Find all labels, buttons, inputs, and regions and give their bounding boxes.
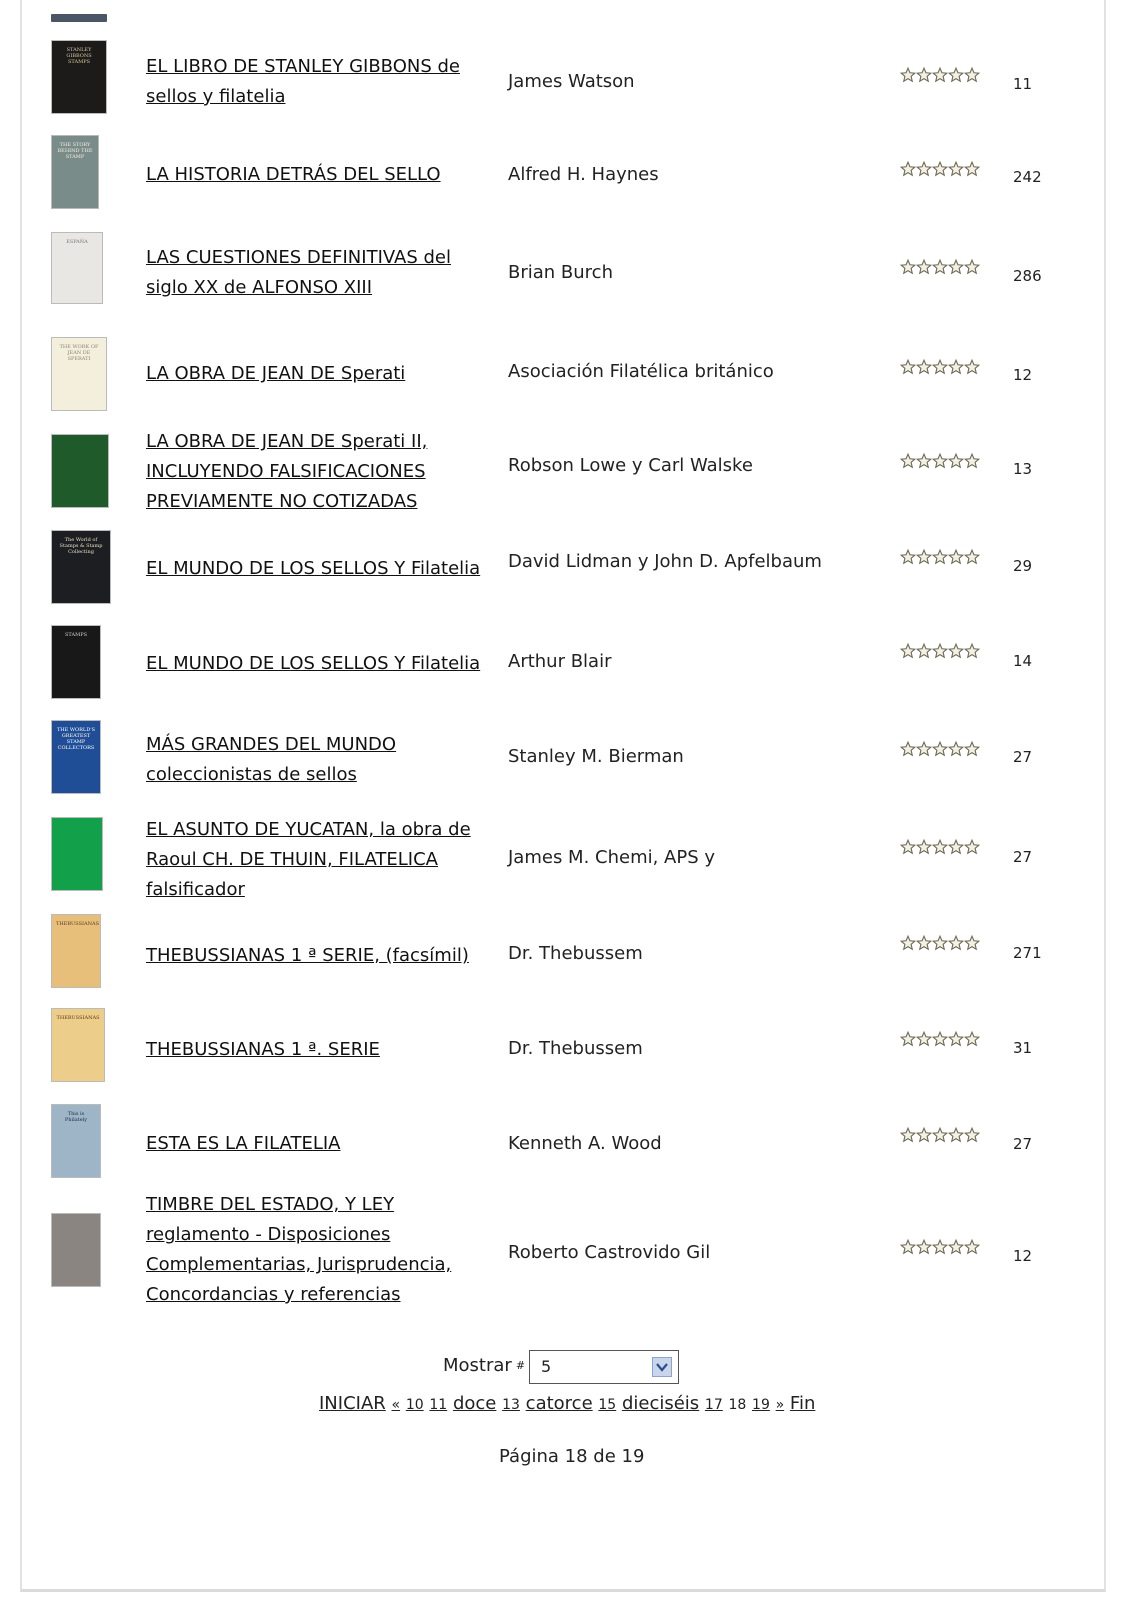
display-count-select[interactable] [529, 1350, 679, 1384]
book-cover-thumbnail[interactable] [51, 232, 103, 304]
star-outline-icon[interactable] [932, 548, 948, 566]
pagination-end[interactable]: Fin [789, 1393, 816, 1414]
pagination-prev[interactable]: « [391, 1397, 401, 1413]
book-author: Kenneth A. Wood [508, 1133, 662, 1154]
pagination-page-link[interactable]: 10 [405, 1397, 424, 1413]
pagination-page-link[interactable]: doce [452, 1393, 497, 1414]
book-cover-thumbnail[interactable] [51, 135, 99, 209]
book-cover-thumbnail[interactable] [51, 914, 101, 988]
page-counter: Página 18 de 19 [499, 1446, 645, 1467]
star-outline-icon[interactable] [948, 66, 964, 84]
star-outline-icon[interactable] [932, 1238, 948, 1256]
hits-count: 12 [1013, 366, 1033, 384]
star-outline-icon[interactable] [964, 934, 980, 952]
star-outline-icon[interactable] [948, 934, 964, 952]
hits-count: 286 [1013, 267, 1042, 285]
star-outline-icon[interactable] [916, 1030, 932, 1048]
cover-caption: ESPAÑA [66, 239, 88, 245]
star-outline-icon[interactable] [932, 358, 948, 376]
star-outline-icon[interactable] [916, 1126, 932, 1144]
book-cover-thumbnail[interactable] [51, 337, 107, 411]
pagination-current-page: 18 [728, 1397, 747, 1413]
hits-count: 271 [1013, 944, 1042, 962]
star-outline-icon[interactable] [964, 740, 980, 758]
star-outline-icon[interactable] [948, 358, 964, 376]
book-author: James M. Chemi, APS y [508, 847, 716, 868]
cover-caption: STAMPS [64, 632, 87, 638]
star-outline-icon[interactable] [932, 642, 948, 660]
star-outline-icon[interactable] [964, 358, 980, 376]
hits-count: 31 [1013, 1039, 1033, 1057]
pagination-next[interactable]: » [775, 1397, 785, 1413]
star-outline-icon[interactable] [916, 66, 932, 84]
book-title-link[interactable]: EL LIBRO DE STANLEY GIBBONS de sellos y filatelia [146, 56, 460, 107]
book-title-link[interactable]: LA OBRA DE JEAN DE Sperati [146, 363, 406, 384]
star-outline-icon[interactable] [900, 1030, 916, 1048]
star-outline-icon[interactable] [900, 740, 916, 758]
star-outline-icon[interactable] [916, 838, 932, 856]
mostrar-label: Mostrar [443, 1355, 512, 1376]
star-outline-icon[interactable] [948, 642, 964, 660]
book-title-link[interactable]: ESTA ES LA FILATELIA [146, 1133, 341, 1154]
star-outline-icon[interactable] [916, 1238, 932, 1256]
star-outline-icon[interactable] [932, 1030, 948, 1048]
star-outline-icon[interactable] [932, 258, 948, 276]
rating-stars[interactable] [900, 1238, 980, 1258]
hits-count: 27 [1013, 848, 1033, 866]
star-outline-icon[interactable] [900, 66, 916, 84]
star-outline-icon[interactable] [916, 642, 932, 660]
pagination-page-link[interactable]: dieciséis [621, 1393, 700, 1414]
star-outline-icon[interactable] [932, 66, 948, 84]
book-author: Alfred H. Haynes [508, 164, 659, 185]
star-outline-icon[interactable] [948, 1030, 964, 1048]
hits-count: 27 [1013, 748, 1033, 766]
star-outline-icon[interactable] [916, 934, 932, 952]
pagination-page-link[interactable]: 19 [752, 1397, 770, 1413]
book-author: Asociación Filatélica británico [508, 361, 774, 382]
book-title-link[interactable]: THEBUSSIANAS 1 ª. SERIE [146, 1039, 380, 1060]
star-outline-icon[interactable] [948, 452, 964, 470]
star-outline-icon[interactable] [900, 548, 916, 566]
book-title-link[interactable]: EL MUNDO DE LOS SELLOS Y Filatelia [146, 558, 481, 579]
star-outline-icon[interactable] [964, 452, 980, 470]
book-author: Roberto Castrovido Gil [508, 1242, 711, 1263]
pagination-page-link[interactable]: 17 [704, 1397, 723, 1413]
book-cover-thumbnail[interactable] [51, 1008, 105, 1082]
star-outline-icon[interactable] [916, 740, 932, 758]
star-outline-icon[interactable] [964, 1030, 980, 1048]
book-author: Brian Burch [508, 262, 613, 283]
star-outline-icon[interactable] [916, 160, 932, 178]
star-outline-icon[interactable] [900, 160, 916, 178]
display-count-label [443, 1355, 525, 1376]
book-title-link[interactable]: THEBUSSIANAS 1 ª SERIE, (facsímil) [146, 945, 469, 966]
star-outline-icon[interactable] [964, 160, 980, 178]
cover-caption: STANLEY GIBBONS STAMPS [66, 47, 92, 65]
rating-stars[interactable] [900, 160, 980, 180]
cover-caption: THE WORK OF JEAN DE SPERATI [59, 344, 99, 362]
pagination-page-link[interactable]: 13 [502, 1397, 520, 1413]
rating-stars[interactable] [900, 548, 980, 568]
cover-caption: THE STORY BEHIND THE STAMP [57, 142, 93, 160]
star-outline-icon[interactable] [916, 452, 932, 470]
star-outline-icon[interactable] [900, 838, 916, 856]
book-author: Arthur Blair [508, 651, 612, 672]
star-outline-icon[interactable] [948, 258, 964, 276]
rating-stars[interactable] [900, 1030, 980, 1050]
book-title-link[interactable]: LA OBRA DE JEAN DE Sperati II, INCLUYENDO FALSIFICACIONES PREVIAMENTE NO COTIZADAS [146, 431, 428, 512]
star-outline-icon[interactable] [964, 548, 980, 566]
chevron-down-icon[interactable] [652, 1357, 672, 1377]
top-strip-decoration [51, 14, 107, 22]
pagination-start[interactable]: INICIAR [319, 1393, 386, 1414]
star-outline-icon[interactable] [900, 934, 916, 952]
book-author: Robson Lowe y Carl Walske [508, 455, 753, 476]
cover-caption: The World of Stamps & Stamp Collecting [59, 537, 103, 555]
book-cover-thumbnail[interactable] [51, 1104, 101, 1178]
star-outline-icon[interactable] [900, 452, 916, 470]
cover-caption: This is Philately [64, 1111, 88, 1123]
display-count-value: 5 [541, 1357, 552, 1376]
book-author: Stanley M. Bierman [508, 746, 684, 767]
star-outline-icon[interactable] [964, 258, 980, 276]
pagination [319, 1393, 815, 1414]
cover-caption: THE WORLD'S GREATEST STAMP COLLECTORS [56, 727, 96, 751]
book-title-link[interactable]: EL MUNDO DE LOS SELLOS Y Filatelia [146, 653, 481, 674]
book-cover-thumbnail[interactable] [51, 625, 101, 699]
hits-count: 11 [1013, 75, 1033, 93]
star-outline-icon[interactable] [916, 358, 932, 376]
star-outline-icon[interactable] [900, 1126, 916, 1144]
book-title-link[interactable]: LAS CUESTIONES DEFINITIVAS del siglo XX de ALFONSO XIII [146, 247, 451, 298]
book-title-link[interactable]: MÁS GRANDES DEL MUNDO coleccionistas de sellos [146, 734, 397, 785]
book-author: David Lidman y John D. Apfelbaum [508, 551, 822, 572]
star-outline-icon[interactable] [916, 258, 932, 276]
rating-stars[interactable] [900, 452, 980, 472]
book-title-link[interactable]: LA HISTORIA DETRÁS DEL SELLO [146, 164, 441, 185]
star-outline-icon[interactable] [932, 740, 948, 758]
star-outline-icon[interactable] [932, 934, 948, 952]
star-outline-icon[interactable] [900, 1238, 916, 1256]
star-outline-icon[interactable] [948, 160, 964, 178]
star-outline-icon[interactable] [900, 258, 916, 276]
star-outline-icon[interactable] [964, 838, 980, 856]
book-title-link[interactable]: TIMBRE DEL ESTADO, Y LEY reglamento - Disposiciones Complementarias, Jurisprudencia, Concordancias y referencias [146, 1194, 452, 1305]
book-author: Dr. Thebussem [508, 943, 643, 964]
rating-stars[interactable] [900, 66, 980, 86]
hits-count: 14 [1013, 652, 1033, 670]
book-cover-thumbnail[interactable] [51, 720, 101, 794]
book-cover-thumbnail[interactable] [51, 434, 109, 508]
rating-stars[interactable] [900, 934, 980, 954]
pagination-pages [406, 1393, 776, 1414]
star-outline-icon[interactable] [964, 1238, 980, 1256]
pagination-page-link[interactable]: 11 [429, 1397, 448, 1413]
star-outline-icon[interactable] [948, 740, 964, 758]
mostrar-hash: # [515, 1359, 526, 1372]
star-outline-icon[interactable] [948, 838, 964, 856]
star-outline-icon[interactable] [932, 160, 948, 178]
book-cover-thumbnail[interactable] [51, 817, 103, 891]
star-outline-icon[interactable] [948, 548, 964, 566]
book-cover-thumbnail[interactable] [51, 40, 107, 114]
rating-stars[interactable] [900, 740, 980, 760]
star-outline-icon[interactable] [964, 1126, 980, 1144]
star-outline-icon[interactable] [964, 642, 980, 660]
rating-stars[interactable] [900, 1126, 980, 1146]
book-author: James Watson [508, 71, 635, 92]
rating-stars[interactable] [900, 258, 980, 278]
hits-count: 12 [1013, 1247, 1033, 1265]
rating-stars[interactable] [900, 358, 980, 378]
hits-count: 13 [1013, 460, 1033, 478]
star-outline-icon[interactable] [900, 642, 916, 660]
hits-count: 27 [1013, 1135, 1033, 1153]
hits-count: 242 [1013, 168, 1042, 186]
pagination-page-link[interactable]: catorce [525, 1393, 593, 1414]
book-cover-thumbnail[interactable] [51, 530, 111, 604]
star-outline-icon[interactable] [948, 1126, 964, 1144]
star-outline-icon[interactable] [932, 1126, 948, 1144]
rating-stars[interactable] [900, 642, 980, 662]
star-outline-icon[interactable] [964, 66, 980, 84]
book-author: Dr. Thebussem [508, 1038, 643, 1059]
star-outline-icon[interactable] [932, 452, 948, 470]
rating-stars[interactable] [900, 838, 980, 858]
star-outline-icon[interactable] [948, 1238, 964, 1256]
star-outline-icon[interactable] [900, 358, 916, 376]
cover-caption: THEBUSSIANAS [56, 921, 99, 927]
book-title-link[interactable]: EL ASUNTO DE YUCATAN, la obra de Raoul CH. DE THUIN, FILATELICA falsificador [146, 819, 471, 900]
star-outline-icon[interactable] [916, 548, 932, 566]
book-cover-thumbnail[interactable] [51, 1213, 101, 1287]
cover-caption: THEBUSSIANAS [56, 1015, 100, 1021]
hits-count: 29 [1013, 557, 1033, 575]
pagination-page-link[interactable]: 15 [598, 1397, 617, 1413]
star-outline-icon[interactable] [932, 838, 948, 856]
